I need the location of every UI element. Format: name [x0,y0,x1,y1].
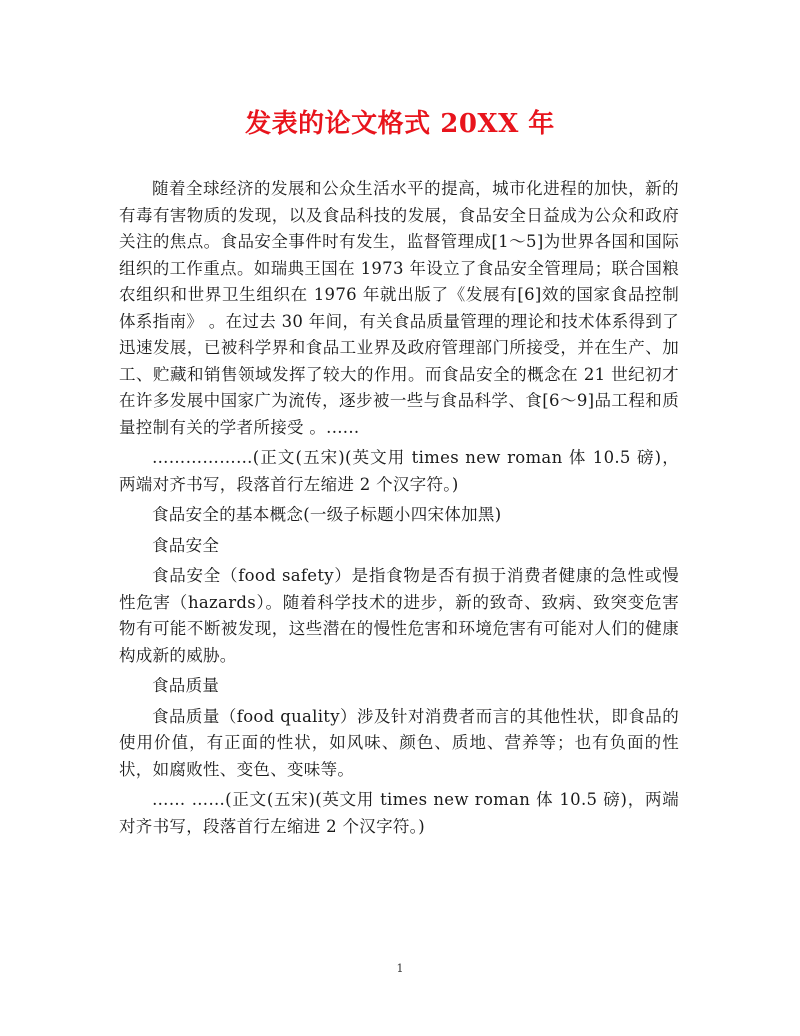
format-note-paragraph-2: …… ……(正文(五宋)(英文用 times new roman 体 10.5 磅)，两端对齐书写，段落首行左缩进 2 个汉字符。) [119,790,679,836]
food-quality-paragraph: 食品质量（food quality）涉及针对消费者而言的其他性状，即食品的使用价值，有正面的性状，如风味、颜色、质地、营养等；也有负面的性状，如腐败性、变色、变味等。 [119,706,679,779]
page-number: 1 [396,962,404,975]
subheading-food-quality: 食品质量 [152,676,220,695]
food-safety-paragraph: 食品安全（food safety）是指食物是否有损于消费者健康的急性或慢性危害（hazards）。随着科学技术的进步，新的致奇、致病、致突变危害物有可能不断被发现，这些潜在的慢性危害和环境危害有可能对人们的健康构成新的威胁。 [119,566,679,665]
intro-paragraph: 随着全球经济的发展和公众生活水平的提高，城市化进程的加快，新的有毒有害物质的发现，以及食品科技的发展，食品安全日益成为公众和政府关注的焦点。食品安全事件时有发生，监督管理成[1～5]为世界各国和国际组织的工作重点。如瑞典王国在 1973 年设立了食品安全管理局；联合国粮农组织和世界卫生组织在 1976 年就出版了《发展有[6]效的国家食品控制体系指南》 。在过去 30 年间，有关食品质量管理的理论和技术体系得到了迅速发展，已被科学界和食品工业界及政府管理部门所接受，并在生产、加工、贮藏和销售领域发挥了较大的作用。而食品安全的概念在 21 世纪初才在许多发展中国家广为流传，逐步被一些与食品科学、食[6～9]品工程和质量控制有关的学者所接受 。...... [119,179,679,437]
subheading-food-safety: 食品安全 [152,535,220,555]
document-title: 发表的论文格式 20XX 年 [245,109,555,139]
format-note-paragraph: ………………(正文(五宋)(英文用 times new roman 体 10.5 磅)，两端对齐书写，段落首行左缩进 2 个汉字符。) [119,448,679,494]
subheading-basic-concepts: 食品安全的基本概念(一级子标题小四宋体加黑) [152,505,502,524]
document-body [119,176,679,840]
